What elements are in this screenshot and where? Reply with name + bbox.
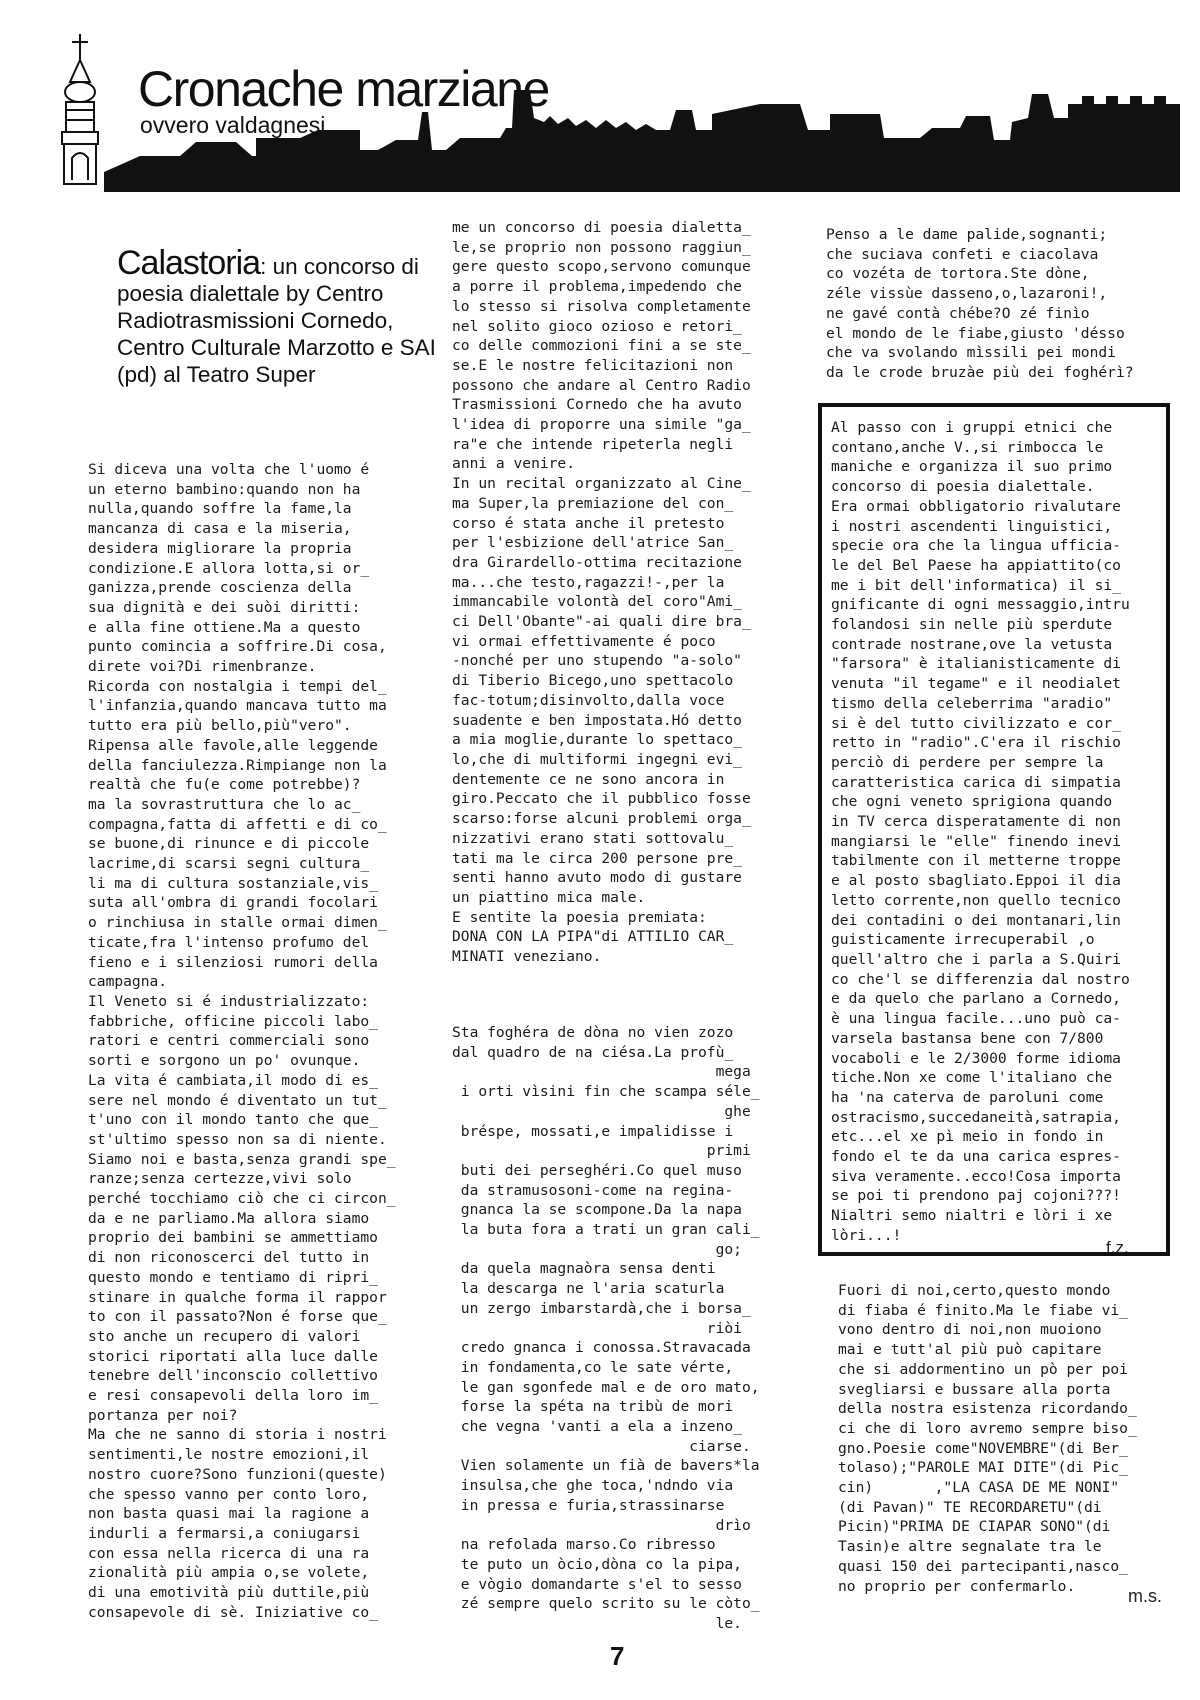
- article-column-middle: me un concorso di poesia dialetta_ le,se proprio non possono raggiun_ gere questo scopo,servono comunque a porre il problema,impedendo che lo stesso si risolva completamente nel solito gioco ozioso e retori_ co delle commozioni fini a se ste_ se.E le nostre felicitazioni non possono che andare al Centro Radio Trasmissioni Cornedo che ha avuto l'idea di proporre una simile "ga_ ra"e che intende ripeterla negli anni a venire. In un recital organizzato al Cine_ ma Super,la premiazione del con_ corso é stata anche il pretesto per l'esbizione dell'atrice San_ dra Girardello-ottima recitazione ma...che testo,ragazzi!-,per la immancabile volontà del coro"Ami_ ci Dell'Obante"-ai quali dire bra_ vi ormai effettivamente é poco -nonché per uno stupendo "a-solo" di Tiberio Bicego,uno spettacolo fac-totum;disinvolto,dalla voce suadente e ben impostata.Hó detto a mia moglie,durante lo spettaco_ lo,che di multiformi ingegni evi_ dentemente ce ne sono ancora in giro.Peccato che il pubblico fosse scarso:forse alcuni problemi orga_ nizzativi erano stati sottovalu_ tati ma le circa 200 persone pre_ senti hanno avuto modo di gustare un piattino mica male. E sentite la poesia premiata: DONA CON LA PIPA"di ATTILIO CAR_ MINATI veneziano.: [452, 219, 751, 966]
- page-subtitle: ovvero valdagnesi: [140, 112, 326, 138]
- masthead: [60, 30, 1180, 200]
- boxed-sidebar-signature: f.z.: [1106, 1238, 1129, 1257]
- poem-text: Sta foghéra de dòna no vien zozo dal quadro de na ciésa.La profù_ mega i orti vìsini fin che scampa séle_ ghe bréspe, mossati,e impalidisse i primi buti dei perseghéri.Co quel muso da stramusosoni-come na regina- gnanca la se scompone.Da la napa la buta fora a trati un gran cali_ go; da quela magnaòra sensa denti la descarga ne l'aria scaturla un zergo imbarstardà,che i borsa_ riòi credo gnanca i conossa.Stravacada in fondamenta,co le sate vérte, le gan sgonfede mal e de oro mato, forse la spéta na tribù de mori che vegna 'vanti a ela a inzeno_ ciarse. Vien solamente un fià de bavers*la insulsa,che ghe toca,'ndndo via in pressa e furia,strassinarse drìo na refolada marso.Co ribresso te puto un òcio,dòna co la pipa, e vògio domandarte s'el to sesso zé sempre quelo scrito su le còto_ le.: [452, 1024, 760, 1633]
- article-column-left: Si diceva una volta che l'uomo é un eterno bambino:quando non ha nulla,quando soffre la fame,la mancanza di casa e la miseria, desidera migliorare la propria condizione.E allora lotta,si or_ ganizza,prende coscienza della sua dignità e dei suòi diritti: e alla fine ottiene.Ma a questo punto comincia a soffrire.Di cosa, direte voi?Di rimenbranze. Ricorda con nostalgia i tempi del_ l'infanzia,quando mancava tutto ma tutto era più bello,più"vero". Ripensa alle favole,alle leggende della fanciulezza.Rimpiange non la realtà che fu(e come potrebbe)? ma la sovrastruttura che lo ac_ compagna,fatta di affetti e di co_ se buone,di rinunce e di piccole lacrime,di scarsi segni cultura_ li ma di cultura sostanziale,vis_ suta all'ombra di grandi focolari o rinchiusa in stalle ormai dimen_ ticate,fra l'intenso profumo del fieno e i silenziosi rumori della campagna. Il Veneto si é industrializzato: fabbriche, officine piccoli labo_ ratori e centri commerciali sono sorti e sorgono un po' ovunque. La vita é cambiata,il modo di es_ sere nel mondo é diventato un tut_ t'uno con il mondo tanto che que_ st'ultimo spesso non sa di niente. Siamo noi e basta,senza grandi spe_ ranze;senza certezze,vivi solo perché tocchiamo ciò che ci circon_ da e ne parliamo.Ma allora siamo proprio dei bambini se ammettiamo di non riconoscerci del tutto in questo mondo e tentiamo di ripri_ stinare in qualche forma il rappor to con il passato?Non é forse que_ sto anche un recupero di valori storici riportati alla luce dalle tenebre dell'inconscio collettivo e resi consapevoli della loro im_ portanza per noi? Ma che ne sanno di storia i nostri sentimenti,le nostre emozioni,il nostro cuore?Sono funzioni(queste) che spesso vanno per conto loro, non basta quasi mai la ragione a indurli a fermarsi,a coniugarsi con essa nella ricerca di una ra zionalità più ampia o,se volete, di una emotività più duttile,più consapevole di sè. Iniziative co_: [88, 461, 396, 1621]
- article-signature: m.s.: [1128, 1586, 1162, 1606]
- boxed-sidebar-text: Al passo con i gruppi etnici che contano,anche V.,si rimbocca le maniche e organizza il suo primo concorso di poesia dialettale. Era ormai obbligatorio rivalutare i nostri ascendenti linguistici, specie ora che la lingua ufficia- le del Bel Paese ha appiattito(co me i bit dell'informatica) il si_ gnificante di ogni messaggio,intru folandosi sin nelle più sperdute contrade nostrane,ove la vetusta "farsora" è italianisticamente di venuta "il tegame" e il neodialet tismo della celeberrima "aradio" si è del tutto civilizzato e cor_ retto in "radio".C'era il rischio perciò di perdere per sempre la caratteristica carica di simpatia che ogni veneto sprigiona quando in TV cerca disperatamente di non mangiarsi le "elle" finendo inevi tabilmente con il metterne troppe e al posto sbagliato.Eppoi il dia letto corrente,non quello tecnico dei contadini o dei montanari,lin guisticamente irrecuperabil ,o quell'altro che i parla a S.Quiri co che'l se differenzia dal nostro e da quelo che parlano a Cornedo, è una lingua facile...uno può ca- varsela bastansa bene con 7/800 vocaboli e le 2/3000 forme idioma tiche.Non xe come l'italiano che ha 'na caterva de paroluni come ostracismo,succedaneità,satrapia, etc...el xe pì meio in fondo in fondo el te da una carica espres- siva veramente..ecco!Cosa importa se poi ti prendono paj cojoni???! Nialtri semo nialtri e lòri i xe lòri...!: [831, 419, 1130, 1244]
- article-column-right: Fuori di noi,certo,questo mondo di fiaba é finito.Ma le fiabe vi_ vono dentro di noi,non muoiono mai e tutt'al più può capitare che si addormentino un pò per poi svegliarsi e bussare alla porta della nostra esistenza ricordando_ ci che di loro avremo sempre biso_ gno.Poesie come"NOVEMBRE"(di Ber_ tolaso);"PAROLE MAI DITE"(di Pic_ cin) ,"LA CASA DE ME NONI" (di Pavan)" TE RECORDARETU"(di Picin)"PRIMA DE CIAPAR SONO"(di Tasin)e altre segnalate tra le quasi 150 dei partecipanti,nasco_ no proprio per confermarlo.: [838, 1282, 1137, 1595]
- headline-rest: : un concorso di poesia dialettale by Centro Radiotrasmissioni Cornedo, Centro Culturale Marzotto e SAI (pd) al Teatro Super: [117, 254, 436, 387]
- page-number: 7: [610, 1641, 625, 1671]
- page-title: Cronache marziane: [138, 61, 549, 117]
- poem-continuation: Penso a le dame palide,sognanti; che suciava confeti e ciacolava co vozéta de tortora.Ste dòne, zéle vissùe dasseno,o,lazaroni!, ne gavé contà chébe?O zé finìo el mondo de le fiabe,giusto 'désso che va svolando mìssili pei mondi da le crode bruzàe più dei foghérì?: [826, 226, 1134, 381]
- article-headline: [117, 244, 447, 388]
- headline-lead: Calastoria: [117, 244, 261, 282]
